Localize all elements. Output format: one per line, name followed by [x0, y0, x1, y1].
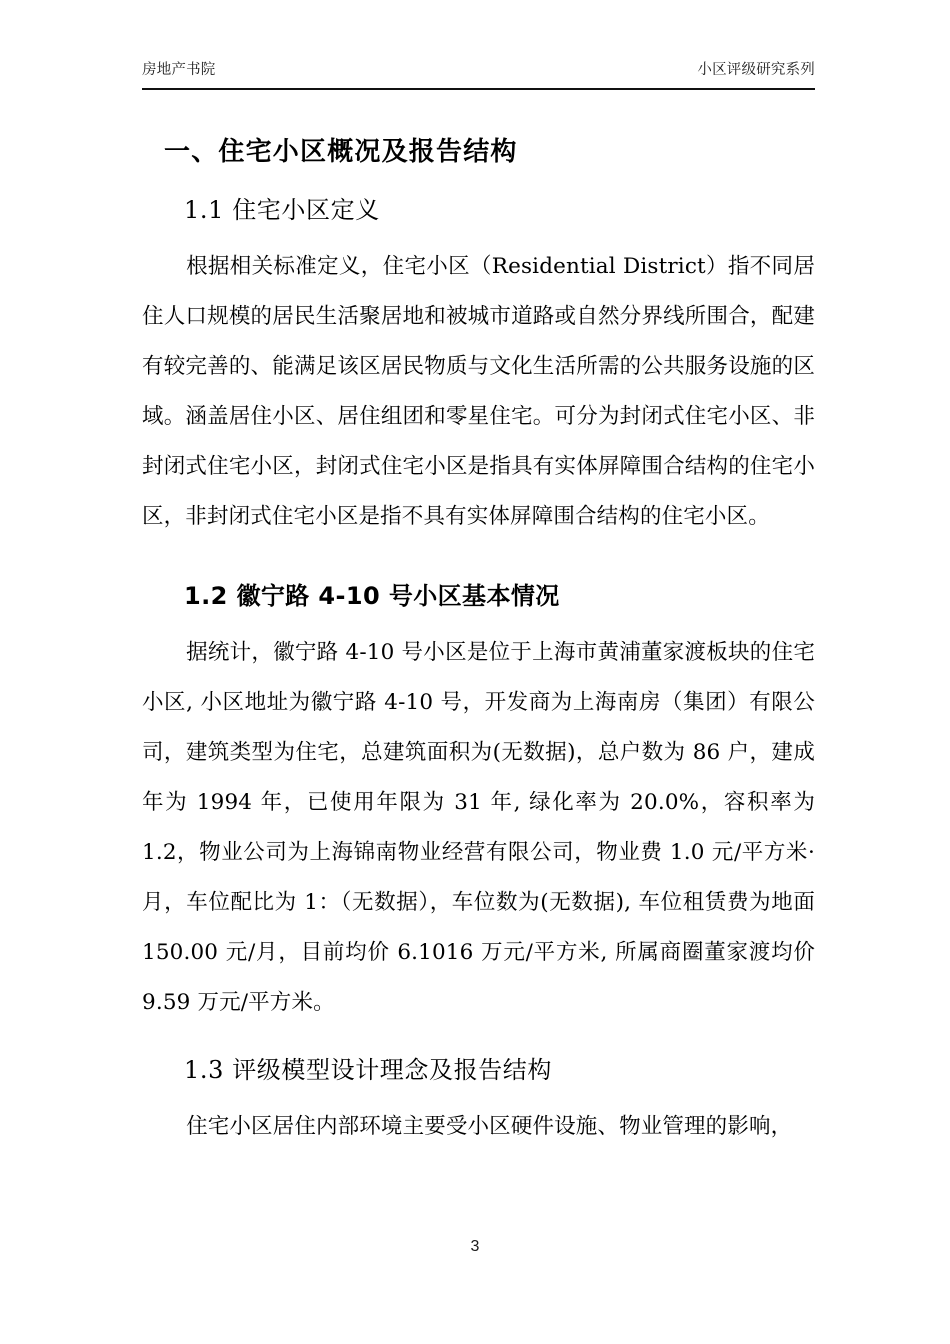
- page-footer: [0, 1238, 950, 1256]
- section-heading-1-3: 1.3 评级模型设计理念及报告结构: [184, 1056, 552, 1084]
- section-paragraph-1-2: 据统计，徽宁路 4-10 号小区是位于上海市黄浦董家渡板块的住宅小区, 小区地址为徽宁路 4-10 号，开发商为上海南房（集团）有限公司，建筑类型为住宅，总建筑面积为(无数据)，总户数为 86 户，建成年为 1994 年，已使用年限为 31 年, 绿化率为 20.0%，容积率为 1.2，物业公司为上海锦南物业经营有限公司，物业费 1.0 元/平方米·月，车位配比为 1：（无数据），车位数为(无数据), 车位租赁费为地面 150.00 元/月，目前均价 6.1016 万元/平方米, 所属商圈董家渡均价 9.59 万元/平方米。: [142, 640, 815, 1015]
- page-number: 3: [470, 1238, 480, 1255]
- running-header: [142, 62, 815, 79]
- spacer: [142, 1090, 815, 1102]
- spacer: [142, 230, 815, 242]
- section-heading-1-1: 1.1 住宅小区定义: [184, 196, 380, 224]
- header-divider: [142, 88, 815, 90]
- document-body: [142, 130, 815, 1152]
- spacer: [142, 616, 815, 628]
- header-left-title: 房地产书院: [142, 62, 216, 78]
- spacer: [142, 174, 815, 190]
- section-heading-1-2: 1.2 徽宁路 4-10 号小区基本情况: [184, 582, 560, 610]
- chapter-heading: 一、住宅小区概况及报告结构: [164, 137, 518, 167]
- section-paragraph-1-1: 根据相关标准定义，住宅小区（Residential District）指不同居住人口规模的居民生活聚居地和被城市道路或自然分界线所围合，配建有较完善的、能满足该区居民物质与文化生活所需的公共服务设施的区域。涵盖居住小区、居住组团和零星住宅。可分为封闭式住宅小区、非封闭式住宅小区，封闭式住宅小区是指具有实体屏障围合结构的住宅小区，非封闭式住宅小区是指不具有实体屏障围合结构的住宅小区。: [142, 254, 815, 529]
- spacer: [142, 1028, 815, 1050]
- section-paragraph-1-3: 住宅小区居住内部环境主要受小区硬件设施、物业管理的影响，: [186, 1114, 793, 1139]
- spacer: [142, 542, 815, 576]
- header-right-title: 小区评级研究系列: [697, 62, 815, 78]
